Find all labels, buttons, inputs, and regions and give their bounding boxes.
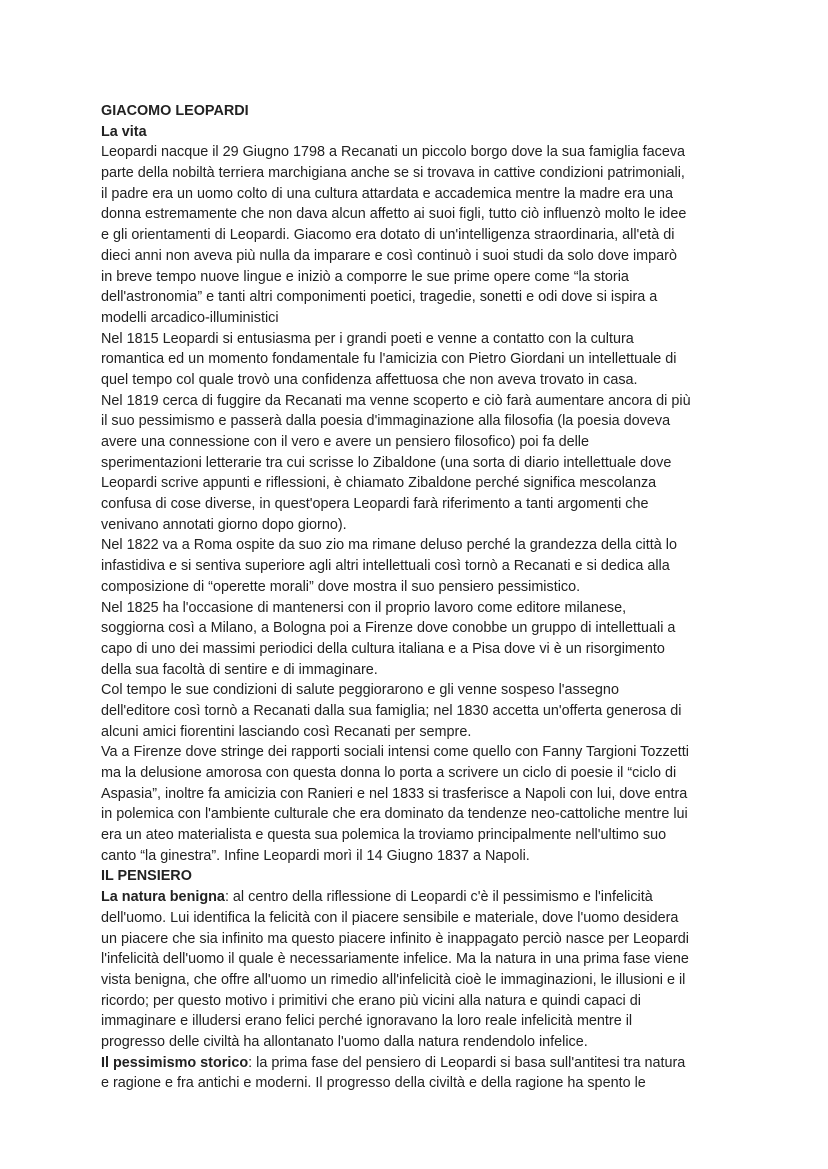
paragraph-pessimismo-storico-body: [101, 1073, 729, 1094]
text-line: capo di uno dei massimi periodici della cultura italiana e a Pisa dove vi è un risorgimento: [101, 640, 665, 657]
text-line: dieci anni non aveva più nulla da imparare e così continuò i suoi studi da solo dove imparò: [101, 247, 677, 264]
text-line: il suo pessimismo e passerà dalla poesia d'immaginazione alla filosofia (la poesia doveva: [101, 413, 671, 430]
text-line: Nel 1819 cerca di fuggire da Recanati ma venne scoperto e ciò farà aumentare ancora di più: [101, 392, 691, 409]
text-line: soggiorna così a Milano, a Bologna poi a Firenze dove conobbe un gruppo di intellettuali a: [101, 620, 676, 637]
paragraph-pessimismo-storico-lead: : la prima fase del pensiero di Leopardi si basa sull'antitesi tra natura: [248, 1054, 686, 1071]
text-line: confusa di cose diverse, in quest'opera Leopardi farà riferimento a tanti argomenti che: [101, 496, 649, 513]
text-line: dell'astronomia” e tanti altri componimenti poetici, tragedie, sonetti e odi dove si ispira a: [101, 289, 658, 306]
text-line: immaginare e illudersi erano felici perché ignoravano la loro reale infelicità mentre il: [101, 1013, 633, 1030]
text-line: in breve tempo nuove lingue e iniziò a comporre le sue prime opere come “la storia: [101, 268, 629, 285]
term-pessimismo-storico: Il pessimismo storico: [101, 1054, 249, 1071]
text-line: Aspasia”, inoltre fa amicizia con Ranieri e nel 1833 si trasferisce a Napoli con lui, dove entra: [101, 785, 688, 802]
text-line: Leopardi scrive appunti e riflessioni, è chiamato Zibaldone perché significa mescolanza: [101, 475, 657, 492]
text-line: modelli arcadico-illuministici: [101, 309, 279, 326]
section-title-il-pensiero: IL PENSIERO: [101, 868, 192, 885]
text-line: Nel 1825 ha l'occasione di mantenersi con il proprio lavoro come editore milanese,: [101, 599, 627, 616]
text-line: Va a Firenze dove stringe dei rapporti sociali intensi come quello con Fanny Targioni Tozzetti: [101, 744, 689, 761]
text-line: un piacere che sia infinito ma questo piacere infinito è inappagato perciò nasce per Leopardi: [101, 930, 689, 947]
text-line: ma la delusione amorosa con questa donna lo porta a scrivere un ciclo di poesie il “ciclo di: [101, 765, 677, 781]
text-line: il padre era un uomo colto di una cultura attardata e accademica mentre la madre era una: [101, 185, 673, 202]
text-line: in polemica con l'ambiente culturale che era dominato da tendenze neo-cattoliche mentre lui: [101, 806, 688, 823]
text-line: canto “la ginestra”. Infine Leopardi morì il 14 Giugno 1837 a Napoli.: [101, 847, 530, 864]
text-line: Nel 1822 va a Roma ospite da suo zio ma rimane deluso perché la grandezza della città lo: [101, 537, 677, 554]
text-line: progresso delle civiltà ha allontanato l'uomo dalla natura rendendolo infelice.: [101, 1033, 588, 1050]
document-heading: GIACOMO LEOPARDI: [101, 103, 249, 119]
text-line: composizione di “operette morali” dove mostra il suo pensiero pessimistico.: [101, 578, 581, 595]
text-line: avere una connessione con il vero e avere un pensiero filosofico) poi fa delle: [101, 434, 589, 450]
section-title-la-vita: La vita: [101, 123, 147, 140]
text-line: vista benigna, che offre all'uomo un rimedio all'infelicità cioè le immaginazioni, le illusioni e il: [101, 971, 686, 988]
text-line: sperimentazioni letterarie tra cui scrisse lo Zibaldone (una sorta di diario intellettuale dove: [101, 454, 672, 471]
text-line: era un ateo materialista e questa sua polemica la troviamo principalmente nell'ultimo suo: [101, 827, 667, 844]
paragraph-natura-benigna-body: [101, 908, 729, 1053]
term-natura-benigna: La natura benigna: [101, 889, 225, 906]
text-line: Nel 1815 Leopardi si entusiasma per i grandi poeti e venne a contatto con la cultura: [101, 330, 634, 347]
text-line: ricordo; per questo motivo i primitivi che erano più vicini alla natura e quindi capaci di: [101, 992, 641, 1009]
text-line: Leopardi nacque il 29 Giugno 1798 a Recanati un piccolo borgo dove la sua famiglia faceva: [101, 144, 686, 161]
text-line: della sua facoltà di sentire e di immaginare.: [101, 661, 378, 678]
text-line: Col tempo le sue condizioni di salute peggiorarono e gli venne sospeso l'assegno: [101, 682, 619, 699]
text-line: quel tempo col quale trovò una confidenza affettuosa che non aveva trovato in casa.: [101, 371, 638, 388]
text-line: infastidiva e si sentiva superiore agli altri intellettuali così tornò a Recanati e si dedica alla: [101, 558, 670, 575]
text-line: donna estremamente che non dava alcun affetto ai suoi figli, tutto ciò influenzò molto le idee: [101, 206, 687, 223]
text-line: dell'editore così tornò a Recanati dalla sua famiglia; nel 1830 accetta un'offerta generosa di: [101, 702, 682, 719]
text-line: e ragione e fra antichi e moderni. Il progresso della civiltà e della ragione ha spento le: [101, 1075, 646, 1092]
text-line: dell'uomo. Lui identifica la felicità con il piacere sensibile e materiale, dove l'uomo desidera: [101, 909, 679, 926]
text-line: alcuni amici fiorentini lasciando così Recanati per sempre.: [101, 723, 472, 740]
paragraph-natura-benigna-lead: : al centro della riflessione di Leopardi c'è il pessimismo e l'infelicità: [224, 889, 653, 906]
document-page: [101, 101, 729, 1094]
section-la-vita-body: [101, 142, 729, 866]
paragraph-natura-benigna-first-line: [101, 887, 729, 908]
text-line: e gli orientamenti di Leopardi. Giacomo era dotato di un'intelligenza straordinaria, all'età di: [101, 227, 675, 244]
text-line: romantica ed un momento fondamentale fu l'amicizia con Pietro Giordani un intellettuale di: [101, 351, 677, 368]
text-line: venivano annotati giorno dopo giorno).: [101, 516, 347, 533]
paragraph-pessimismo-storico-first-line: [101, 1053, 729, 1074]
text-line: l'infelicità dell'uomo il quale è necessariamente infelice. Ma la natura in una prima fase viene: [101, 951, 689, 968]
text-line: parte della nobiltà terriera marchigiana anche se si trovava in cattive condizioni patrimoniali,: [101, 165, 685, 182]
